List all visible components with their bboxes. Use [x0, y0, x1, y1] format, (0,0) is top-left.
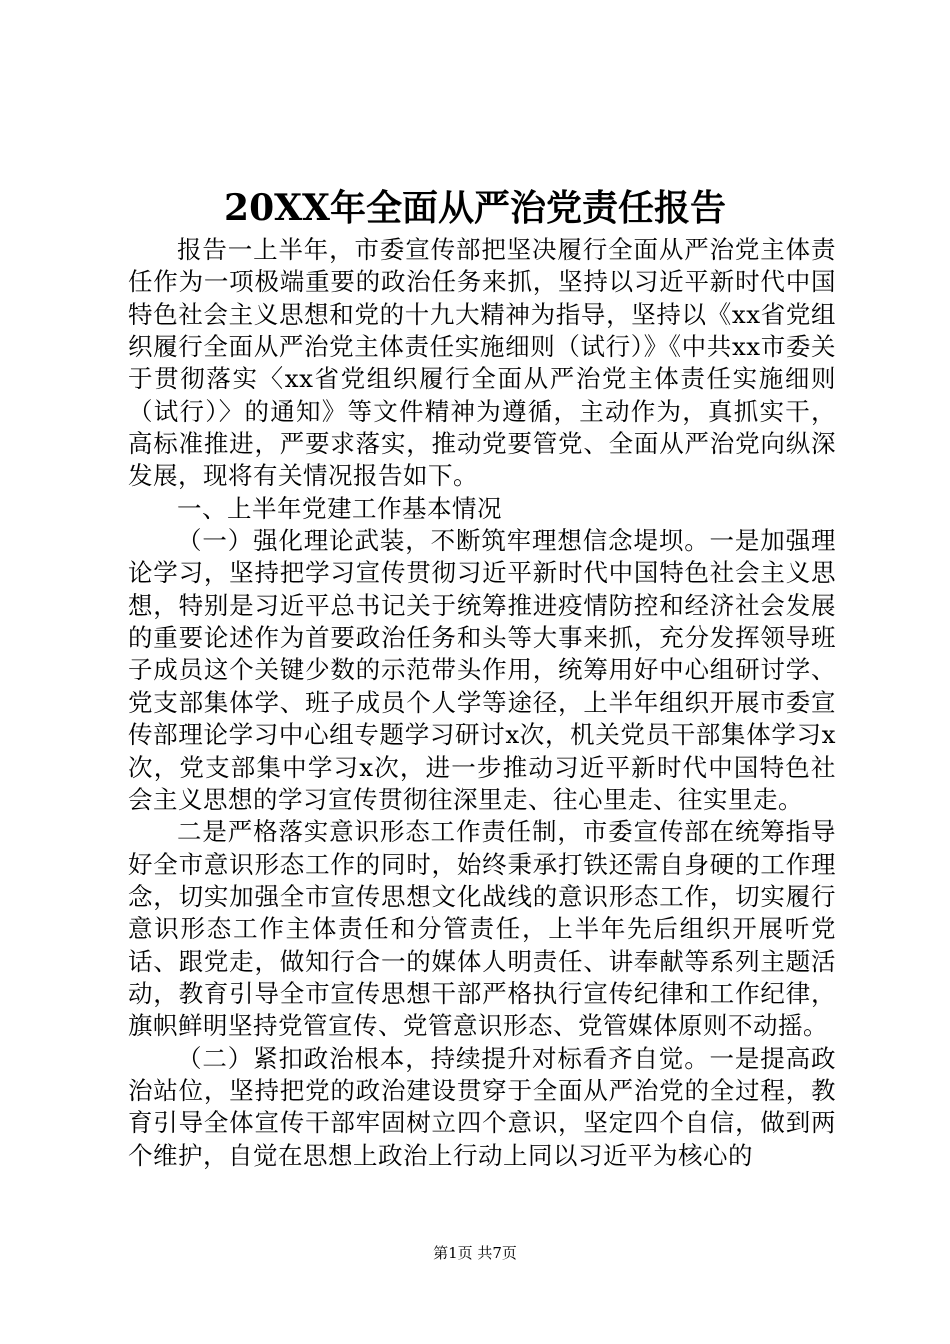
paragraph-intro: 报告一上半年，市委宣传部把坚决履行全面从严治党主体责任作为一项极端重要的政治任务来抓，坚持以习近平新时代中国特色社会主义思想和党的十九大精神为指导，坚持以《xx省党组织履行全面从严治党主体责任实施细则（试行）》《中共xx市委关于贯彻落实〈xx省党组织履行全面从严治党主体责任实施细则（试行）〉的通知》等文件精神为遵循，主动作为，真抓实干，高标准推进，严要求落实，推动党要管党、全面从严治党向纵深发展，现将有关情况报告如下。	[128, 235, 836, 491]
page-footer: 第1页 共7页	[433, 1244, 517, 1262]
document-body	[128, 234, 836, 1172]
section-heading: 一、上半年党建工作基本情况	[177, 493, 502, 523]
paragraph-politics: （二）紧扣政治根本，持续提升对标看齐自觉。一是提高政治站位，坚持把党的政治建设贯穿于全面从严治党的全过程，教育引导全体宣传干部牢固树立四个意识，坚定四个自信，做到两个维护，自觉在思想上政治上行动上同以习近平为核心的	[128, 1043, 836, 1170]
paragraph-theory: （一）强化理论武装，不断筑牢理想信念堤坝。一是加强理论学习，坚持把学习宣传贯彻习近平新时代中国特色社会主义思想，特别是习近平总书记关于统筹推进疫情防控和经济社会发展的重要论述作为首要政治任务和头等大事来抓，充分发挥领导班子成员这个关键少数的示范带头作用，统筹用好中心组研讨学、党支部集体学、班子成员个人学等途径，上半年组织开展市委宣传部理论学习中心组专题学习研讨x次，机关党员干部集体学习x次，党支部集中学习x次，进一步推动习近平新时代中国特色社会主义思想的学习宣传贯彻往深里走、往心里走、往实里走。	[128, 526, 836, 814]
document-title: 20XX年全面从严治党责任报告	[224, 187, 726, 229]
paragraph-ideology: 二是严格落实意识形态工作责任制，市委宣传部在统筹指导好全市意识形态工作的同时，始终秉承打铁还需自身硬的工作理念，切实加强全市宣传思想文化战线的意识形态工作，切实履行意识形态工作主体责任和分管责任，上半年先后组织开展听党话、跟党走，做知行合一的媒体人明责任、讲奉献等系列主题活动，教育引导全市宣传思想干部严格执行宣传纪律和工作纪律，旗帜鲜明坚持党管宣传、党管意识形态、党管媒体原则不动摇。	[128, 817, 836, 1041]
